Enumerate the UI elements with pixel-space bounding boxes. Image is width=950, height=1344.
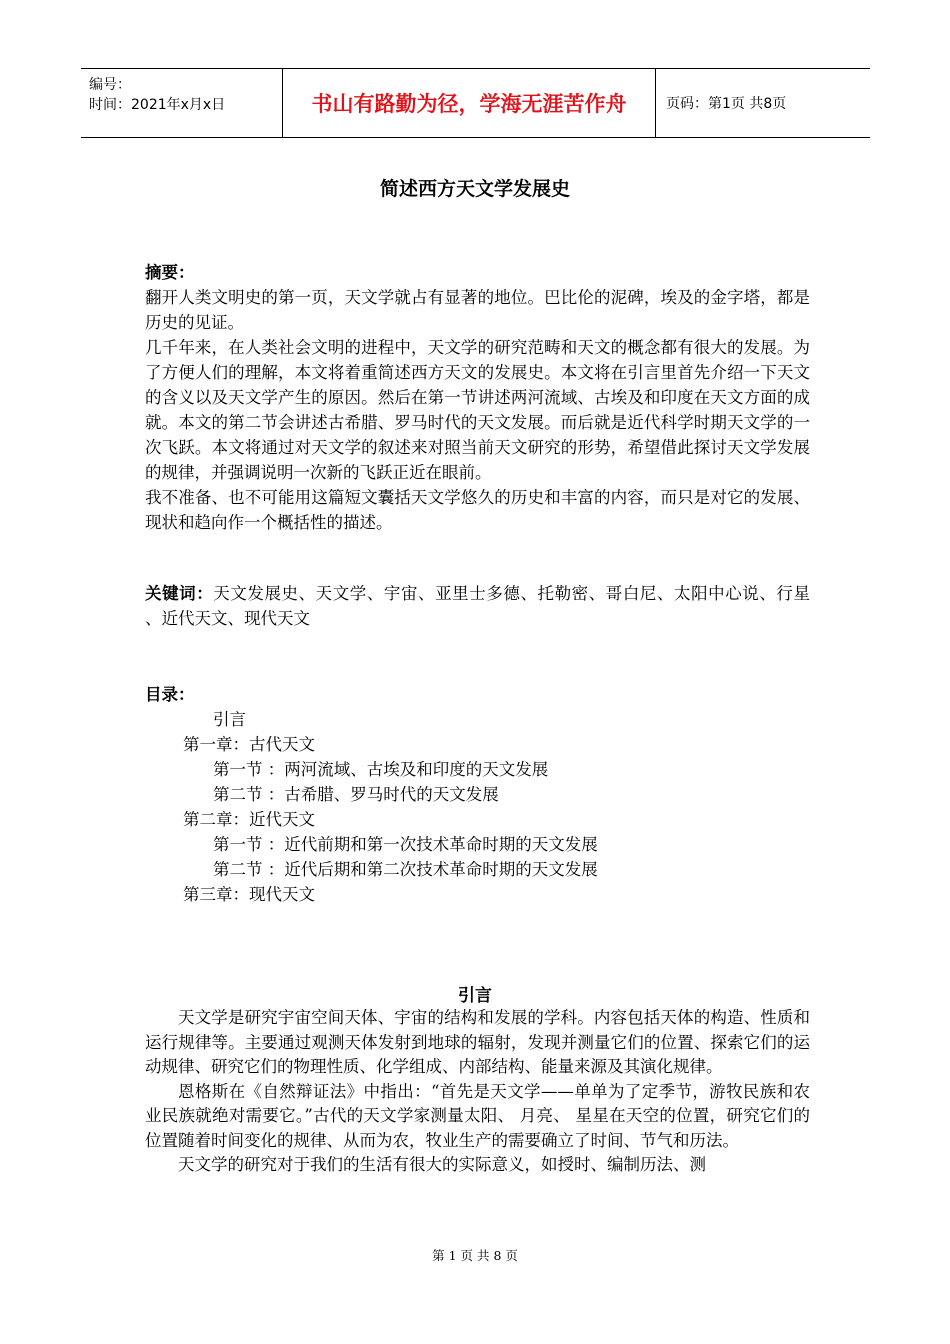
keywords-label: 关键词： [145, 584, 214, 603]
header-meta [81, 69, 282, 137]
abstract-section [145, 260, 810, 535]
time-label: 时间：2021年x月x日 [89, 97, 226, 113]
toc-item: 第二节 ：近代后期和第二次技术革命时期的天文发展 [213, 860, 598, 879]
toc-item: 第二章：近代天文 [183, 810, 315, 829]
header-page-info: 页码：第1页 共8页 [666, 96, 787, 112]
intro-paragraph: 天文学是研究宇宙空间天体、宇宙的结构和发展的学科。内容包括天体的构造、性质和运行规律等。主要通过观测天体发射到地球的辐射，发现并测量它们的位置、探索它们的运动规律、研究它们的物理性质、化学组成、内部结构、能量来源及其演化规律。 [145, 1008, 810, 1076]
toc-item: 第二节 ：古希腊、罗马时代的天文发展 [213, 785, 499, 804]
intro-paragraph: 天文学的研究对于我们的生活有很大的实际意义，如授时、编制历法、测 [178, 1155, 706, 1174]
table-of-contents [145, 682, 810, 907]
abstract-paragraph: 我不准备、也不可能用这篇短文囊括天文学悠久的历史和丰富的内容，而只是对它的发展、现状和趋向作一个概括性的描述。 [145, 488, 810, 532]
header-motto: 书山有路勤为径，学海无涯苦作舟 [282, 69, 656, 137]
document-title: 简述西方天文学发展史 [379, 178, 570, 200]
intro-title: 引言 [458, 986, 492, 1006]
toc-item: 第一节 ：近代前期和第一次技术革命时期的天文发展 [213, 835, 598, 854]
page-footer: 第 1 页 共 8 页 [432, 1248, 518, 1263]
toc-item: 引言 [213, 710, 246, 729]
toc-item: 第一节 ：两河流域、古埃及和印度的天文发展 [213, 760, 549, 779]
keywords-section [145, 581, 810, 631]
toc-item: 第三章：现代天文 [183, 885, 315, 904]
abstract-paragraph: 翻开人类文明史的第一页，天文学就占有显著的地位。巴比伦的泥碑，埃及的金字塔，都是历史的见证。 [145, 288, 810, 332]
abstract-label: 摘要： [145, 263, 195, 282]
intro-paragraph: 恩格斯在《自然辩证法》中指出：“首先是天文学——单单为了定季节，游牧民族和农业民族就绝对需要它。”古代的天文学家测量太阳、 月亮、 星星在天空的位置，研究它们的位置随着时间变化的规律、从而为农，牧业生产的需要确立了时间、节气和历法。 [145, 1081, 810, 1150]
toc-item: 第一章：古代天文 [183, 735, 315, 754]
intro-section [145, 1006, 810, 1178]
number-label: 编号： [89, 77, 131, 93]
keywords-text: 天文发展史、天文学、宇宙、亚里士多德、托勒密、哥白尼、太阳中心说、行星 、近代天文、现代天文 [145, 584, 811, 628]
abstract-paragraph: 几千年来，在人类社会文明的进程中，天文学的研究范畴和天文的概念都有很大的发展。为了方便人们的理解，本文将着重简述西方天文的发展史。本文将在引言里首先介绍一下天文的含义以及天文学产生的原因。然后在第一节讲述两河流域、古埃及和印度在天文方面的成就。本文的第二节会讲述古希腊、罗马时代的天文发展。而后就是近代科学时期天文学的一次飞跃。本文将通过对天文学的叙述来对照当前天文研究的形势，希望借此探讨天文学发展的规律，并强调说明一次新的飞跃正近在眼前。 [145, 338, 810, 482]
header-table [81, 68, 870, 138]
toc-label: 目录： [145, 685, 195, 704]
